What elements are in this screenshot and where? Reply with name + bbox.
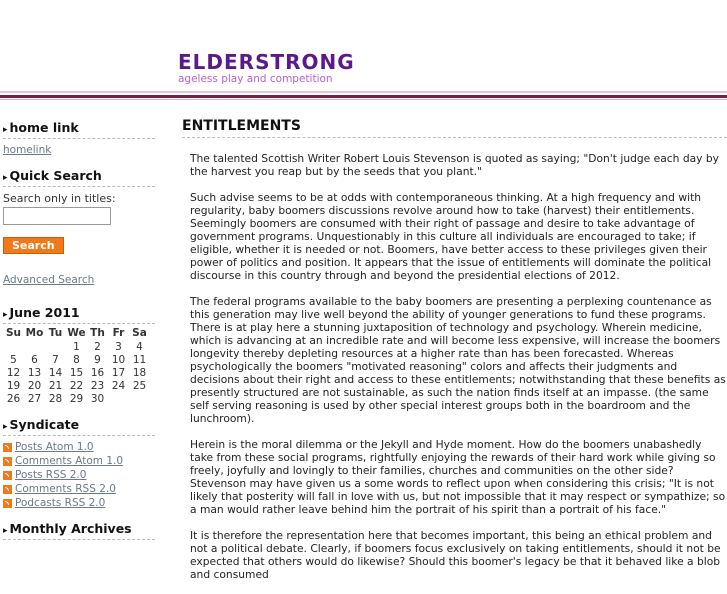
site-title[interactable]: ELDERSTRONG [178, 50, 355, 74]
search-button[interactable]: Search [3, 237, 64, 254]
bullet-arrow-icon: ▸ [3, 526, 8, 536]
rss-icon [3, 443, 12, 452]
syndicate-heading: ▸ Syndicate [3, 417, 155, 436]
main-content [182, 118, 727, 594]
calendar-day [129, 392, 150, 405]
calendar-day: 3 [115, 340, 122, 353]
weekday: Mo [25, 327, 44, 339]
rss-icon [3, 485, 12, 494]
calendar-day: 29 [69, 392, 84, 405]
archives-heading: ▸ Monthly Archives [3, 521, 155, 540]
calendar-week [3, 379, 150, 392]
calendar [3, 326, 150, 405]
calendar-day: 7 [52, 353, 59, 366]
calendar-day [24, 340, 45, 353]
calendar-day: 8 [73, 353, 80, 366]
calendar-week [3, 392, 150, 405]
calendar-day: 6 [31, 353, 38, 366]
calendar-week [3, 340, 150, 353]
advanced-search-link[interactable]: Advanced Search [3, 274, 95, 286]
calendar-day: 19 [6, 379, 21, 392]
calendar-day: 28 [48, 392, 63, 405]
post-title: ENTITLEMENTS [182, 118, 727, 138]
quick-search-heading: ▸ Quick Search [3, 168, 155, 187]
calendar-day [45, 340, 66, 353]
feed-link[interactable]: Posts Atom 1.0 [15, 441, 94, 453]
weekday: Tu [48, 327, 63, 339]
site-tagline: ageless play and competition [178, 73, 333, 85]
post-paragraph: Herein is the moral dilemma or the Jekyll and Hyde moment. How do the boomers unabashedly take from these social programs, rightfully enjoying the rewards of their hard work while giving so freely, joyfully and lovingly to their families, churches and communities on the other side? Stevenson may have given us a some words to reflect upon when considering this crisis; "It is not likely that posterity will fall in love with us, but not impossible that it may respect or sympathize; so a man would rather leave behind him the portrait of his spirit than a portrait of his face." [190, 438, 726, 516]
calendar-day: 13 [27, 366, 42, 379]
calendar-day: 1 [73, 340, 80, 353]
calendar-day: 25 [132, 379, 147, 392]
post-body [190, 152, 727, 581]
calendar-day: 9 [94, 353, 101, 366]
feed-link[interactable]: Comments Atom 1.0 [15, 455, 124, 467]
calendar-day: 24 [111, 379, 126, 392]
calendar-day: 21 [48, 379, 63, 392]
calendar-day: 20 [27, 379, 42, 392]
search-input[interactable] [3, 207, 111, 225]
calendar-day: 23 [90, 379, 105, 392]
post-paragraph: The talented Scottish Writer Robert Louis Stevenson is quoted as saying; "Don't judge each day by the harvest you reap but by the seeds that you plant." [190, 152, 719, 178]
rss-icon [3, 471, 12, 480]
bullet-arrow-icon: ▸ [3, 310, 8, 320]
calendar-day: 14 [48, 366, 63, 379]
calendar-day: 30 [90, 392, 105, 405]
calendar-day: 12 [6, 366, 21, 379]
weekday: Th [90, 327, 105, 339]
bullet-arrow-icon: ▸ [3, 173, 8, 183]
calendar-day: 16 [90, 366, 105, 379]
home-link-heading: ▸ home link [3, 120, 155, 139]
calendar-week [3, 366, 150, 379]
calendar-day: 27 [27, 392, 42, 405]
header-rule-dark [0, 95, 727, 98]
rss-icon [3, 457, 12, 466]
calendar-day: 22 [69, 379, 84, 392]
bullet-arrow-icon: ▸ [3, 422, 8, 432]
search-label: Search only in titles: [3, 192, 116, 205]
feed-item[interactable] [3, 441, 155, 453]
calendar-weekdays [3, 326, 150, 340]
calendar-day: 5 [10, 353, 17, 366]
bullet-arrow-icon: ▸ [3, 125, 8, 135]
weekday: We [67, 327, 86, 339]
feed-item[interactable] [3, 483, 155, 495]
calendar-heading: ▸ June 2011 [3, 305, 155, 324]
header-rule-thin [0, 99, 727, 100]
calendar-day: 26 [6, 392, 21, 405]
calendar-day: 10 [111, 353, 126, 366]
calendar-week [3, 353, 150, 366]
calendar-day: 17 [111, 366, 126, 379]
feed-item[interactable] [3, 497, 155, 509]
calendar-day: 18 [132, 366, 147, 379]
site-header [0, 0, 727, 100]
homelink[interactable]: homelink [3, 144, 52, 156]
post-paragraph: The federal programs available to the baby boomers are presenting a perplexing countenance as this generation may live well beyond the ability of younger generations to fund these programs. There is at play here a stunning juxtaposition of technology and psychology. Wherein medicine, which is advancing at an incredible rate and will become less expensive, will increase the boomers longevity thereby depleting resources at a higher rate than has been forecasted. Whereas psychologically the boomers "motivated reasoning" colors and affects their judgments and decisions about their right and access to these entitlements; notwithstanding that these benefits as presently structured are not sustainable, as such the nation finds itself at an impasse. (the same self serving reasoning is used by other special interest groups both in the boardroom and the lunchroom). [190, 295, 726, 425]
calendar-day: 15 [69, 366, 84, 379]
weekday: Sa [132, 327, 147, 339]
feed-item[interactable] [3, 469, 155, 481]
calendar-day [108, 392, 129, 405]
header-rule-light [0, 91, 727, 93]
feed-item[interactable] [3, 455, 155, 467]
weekday: Su [5, 327, 22, 339]
sidebar [3, 120, 155, 545]
calendar-day: 2 [94, 340, 101, 353]
weekday: Fr [112, 327, 125, 339]
post-paragraph: It is therefore the representation here that becomes important, this being an ethical problem and not a political debate. Clearly, if boomers focus exclusively on taking entitlements, should it not be expected that others would do likewise? Should this boomer's legacy be that it behaved like a blob and consumed [190, 529, 721, 581]
feed-link[interactable]: Podcasts RSS 2.0 [15, 497, 106, 509]
feed-link[interactable]: Comments RSS 2.0 [15, 483, 116, 495]
feed-link[interactable]: Posts RSS 2.0 [15, 469, 87, 481]
rss-icon [3, 499, 12, 508]
post-paragraph: Such advise seems to be at odds with contemporaneous thinking. At a high frequency and with regularity, baby boomers discussions revolve around how to take (harvest) their entitlements. Seemingly boomers are consumed with their right of passage and desire to take advantage of government programs. Unquestionably in this culture all individuals are encouraged to take; if eligible, whether it is needed or not. Boomers, have better access to these privileges given their power of politics and position. It appears that the issue of entitlements will dominate the political discourse in this country through and beyond the presidential elections of 2012. [190, 191, 712, 282]
calendar-day: 11 [132, 353, 147, 366]
calendar-day: 4 [136, 340, 143, 353]
calendar-day [3, 340, 24, 353]
